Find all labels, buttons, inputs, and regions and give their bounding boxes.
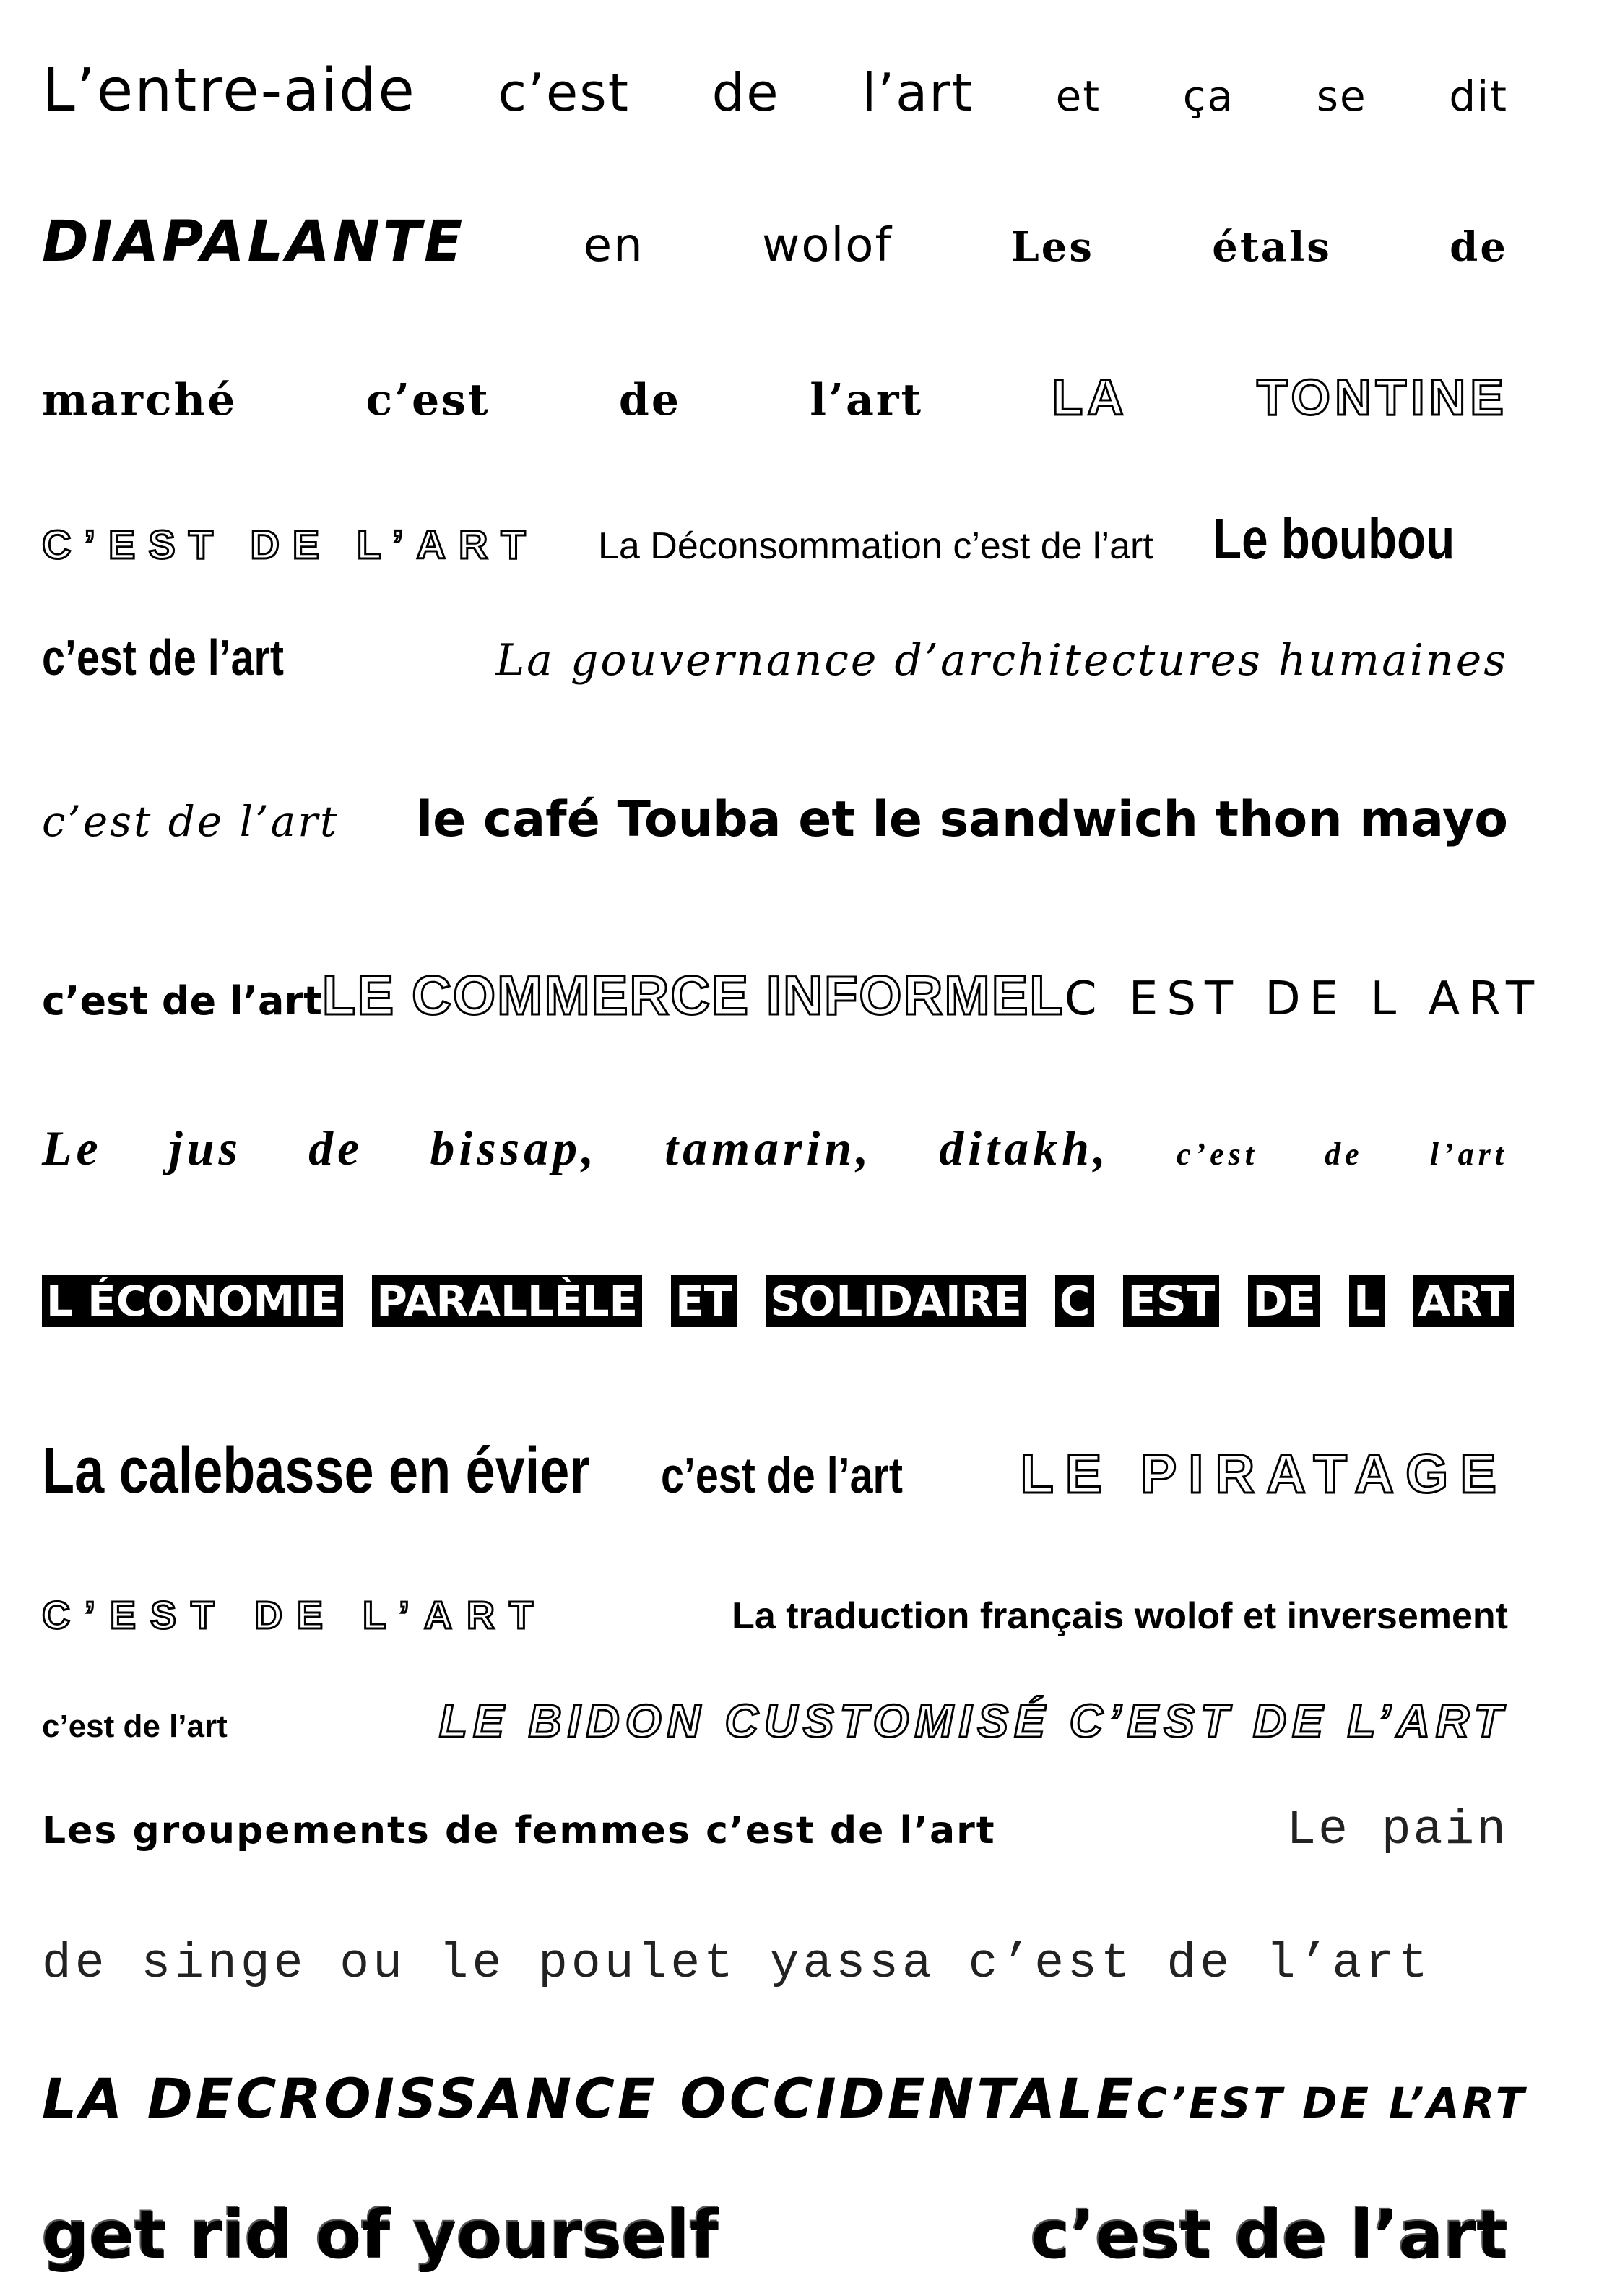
phrase: LA DECROISSANCE OCCIDENTALE <box>42 2066 1137 2131</box>
word: étals <box>1212 223 1332 271</box>
phrase: c’est de l’art <box>661 1447 904 1503</box>
word: de <box>1325 1136 1364 1172</box>
text-line-11 <box>42 1593 1508 1638</box>
tile-word: ET <box>671 1275 737 1327</box>
word: jus <box>168 1121 242 1175</box>
text-line-7 <box>42 964 1543 1027</box>
word: de <box>1450 223 1508 271</box>
tile-word: L ÉCONOMIE <box>42 1275 343 1327</box>
phrase: LE PIRATAGE <box>1020 1443 1508 1505</box>
text-line-3 <box>42 368 1508 426</box>
word: l’art <box>862 62 974 123</box>
word: de <box>618 375 682 426</box>
word: Le <box>42 1121 103 1175</box>
phrase: c’est de l’art <box>42 629 284 686</box>
phrase: c’est de l’art <box>42 1709 228 1744</box>
phrase: C’EST DE L’ART <box>42 1594 548 1637</box>
phrase: La traduction français wolof et inversement <box>732 1595 1508 1637</box>
text-line-2 <box>42 210 1508 275</box>
text-line-13 <box>42 1803 1508 1858</box>
word: l’art <box>810 375 924 426</box>
phrase: le café Touba et le sandwich thon mayo <box>415 791 1508 848</box>
word: dit <box>1449 72 1508 121</box>
text-line-6 <box>42 791 1508 848</box>
phrase: C’EST DE L’ART <box>42 522 539 567</box>
text-line-14 <box>42 1936 1508 1992</box>
phrase: C’EST DE L’ART <box>1136 2079 1528 2128</box>
word: LA <box>1052 369 1128 426</box>
word: tamarin, <box>664 1121 873 1175</box>
tile-word: C <box>1055 1275 1095 1327</box>
phrase: c’est de l’art <box>1031 2196 1508 2274</box>
phrase: LE BIDON CUSTOMISÉ C’EST DE L’ART <box>438 1695 1508 1747</box>
word: en <box>583 219 644 272</box>
text-line-15 <box>42 2066 1528 2131</box>
tile-word: DE <box>1248 1275 1320 1327</box>
tile-word: ART <box>1413 1275 1514 1327</box>
text-line-16 <box>42 2196 1508 2274</box>
phrase: Le pain <box>1286 1803 1508 1858</box>
text-line-5 <box>42 629 1508 686</box>
word: Les <box>1010 223 1094 271</box>
word: ditakh, <box>939 1121 1110 1175</box>
text-line-4 <box>42 506 1508 572</box>
phrase: Le boubou <box>1213 506 1455 571</box>
tile-word: L <box>1349 1275 1385 1327</box>
phrase: C EST DE L ART <box>1064 972 1543 1026</box>
phrase: LE COMMERCE INFORMEL <box>321 965 1065 1027</box>
text-line-9 <box>42 1275 1508 1327</box>
phrase-entre-aide: L’entre-aide <box>42 56 416 125</box>
word: se <box>1316 72 1367 121</box>
text-line-10 <box>42 1434 1508 1509</box>
phrase: La calebasse en évier <box>42 1435 591 1507</box>
phrase: Les groupements de femmes c’est de l’art <box>42 1809 996 1852</box>
word: l’art <box>1429 1136 1508 1172</box>
phrase: get rid of yourself <box>42 2196 719 2274</box>
word: c’est <box>498 62 630 123</box>
word: et <box>1055 72 1101 121</box>
word: ça <box>1182 72 1235 121</box>
word: c’est <box>1176 1136 1259 1172</box>
word-diapalante: DIAPALANTE <box>42 210 466 275</box>
word: de <box>308 1121 364 1175</box>
phrase: c’est de l’art <box>42 797 339 846</box>
tile-word: PARALLÈLE <box>372 1275 642 1327</box>
word: c’est <box>365 375 490 426</box>
word: bissap, <box>430 1121 599 1175</box>
text-line-1 <box>42 56 1508 125</box>
word: TONTINE <box>1257 369 1508 426</box>
phrase: de singe ou le poulet yassa c’est de l’art <box>42 1936 1431 1992</box>
phrase: c’est de l’art <box>42 978 322 1024</box>
phrase: La gouvernance d’architectures humaines <box>495 635 1508 686</box>
text-line-8 <box>42 1120 1508 1177</box>
tile-word: SOLIDAIRE <box>766 1275 1026 1327</box>
phrase: La Déconsommation c’est de l’art <box>597 525 1153 567</box>
word: wolof <box>762 219 893 272</box>
word: de <box>711 62 780 123</box>
text-line-12 <box>42 1694 1508 1748</box>
word: marché <box>42 375 238 426</box>
tile-word: EST <box>1123 1275 1219 1327</box>
